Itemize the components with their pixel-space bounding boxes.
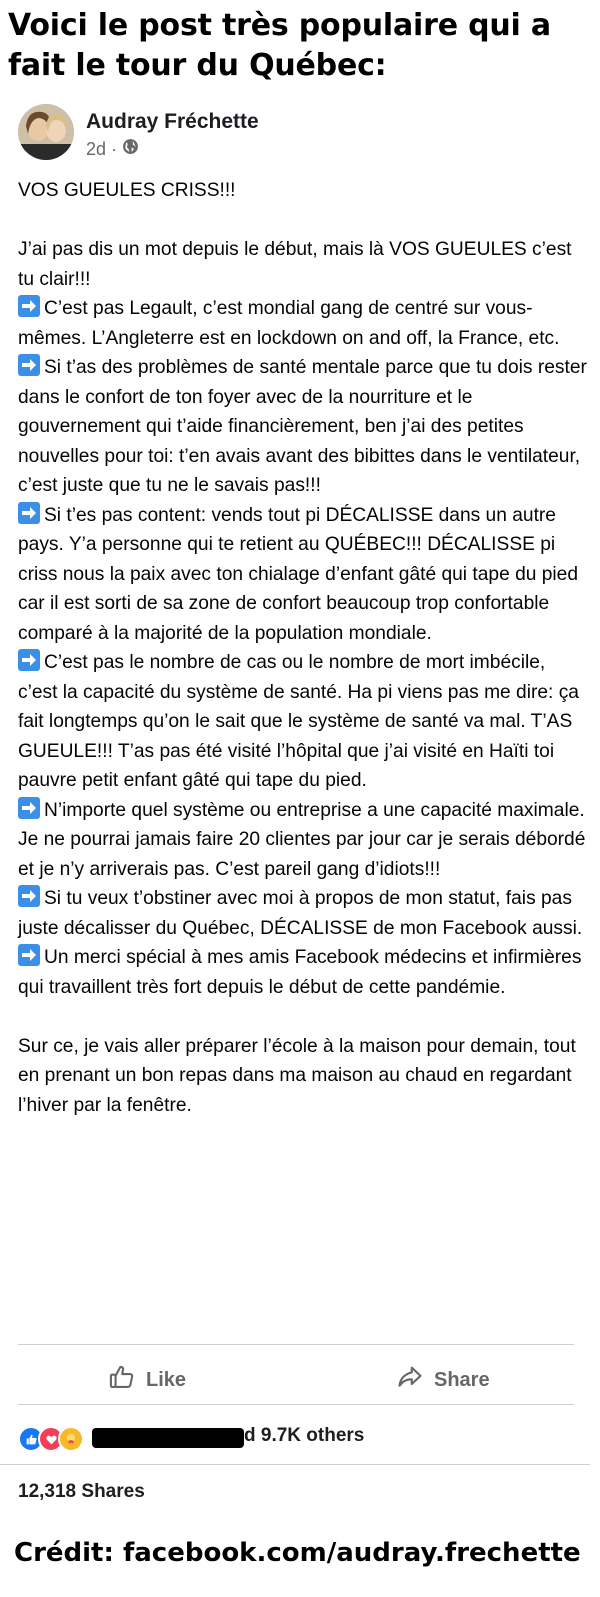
post-point <box>18 501 588 649</box>
post-point-text: Si tu veux t’obstiner avec moi à propos de mon statut, fais pas juste décalisser du Québec, DÉCALISSE de mon Facebook aussi. <box>18 888 583 939</box>
post-point-text: C’est pas Legault, c’est mondial gang de centré sur vous-mêmes. L’Angleterre est en lockdown on and off, la France, etc. <box>18 298 560 349</box>
right-arrow-emoji-icon <box>18 295 40 317</box>
redacted-names-bar <box>92 1428 244 1448</box>
post-opening: VOS GUEULES CRISS!!! <box>18 180 236 201</box>
post-point-text: N’importe quel système ou entreprise a une capacité maximale. Je ne pourrai jamais faire 20 clientes par jour car je serais débordé et je n’y arriverais pas. C’est pareil gang d’idiots!!! <box>18 799 586 880</box>
meta-separator: · <box>111 138 118 159</box>
post-time[interactable]: 2d <box>86 138 107 159</box>
like-label: Like <box>146 1368 187 1391</box>
post-meta <box>86 138 139 160</box>
right-arrow-emoji-icon <box>18 354 40 376</box>
post-point <box>18 943 588 1002</box>
globe-icon[interactable] <box>122 138 139 160</box>
post-point <box>18 294 588 353</box>
post-point-text: Si t’es pas content: vends tout pi DÉCALISSE dans un autre pays. Y’a personne qui te retient au QUÉBEC!!! DÉCALISSE pi criss nous la paix avec ton chialage d’enfant gâté qui tape du pied car il est sorti de sa zone de confort beaucoup trop confortable comparé à la majorité de la population mondiale. <box>18 504 579 644</box>
reaction-icons[interactable] <box>18 1426 78 1452</box>
post-point-text: Si t’as des problèmes de santé mentale parce que tu dois rester dans le confort de ton foyer avec de la nourriture et le gouvernement qui t’aide financièrement, ben j’ai des petites nouvelles pour toi: t’en avais avant des bibittes dans le ventilateur, c’est juste que tu ne le savais pas!!! <box>18 357 587 496</box>
facebook-post-card <box>0 92 600 1532</box>
thumbs-up-icon <box>108 1363 136 1397</box>
post-point <box>18 796 588 885</box>
post-closing: Sur ce, je vais aller préparer l’école à la maison pour demain, tout en prenant un bon repas dans ma maison au chaud en regardant l’hiver par la fenêtre. <box>18 1035 576 1116</box>
care-reaction-icon <box>58 1426 84 1452</box>
shares-count[interactable]: 12,318 Shares <box>18 1481 145 1502</box>
avatar[interactable] <box>18 104 74 160</box>
paragraph-gap <box>18 206 588 236</box>
credit-caption: Crédit: facebook.com/audray.frechette <box>14 1538 581 1568</box>
share-arrow-icon <box>396 1363 424 1397</box>
post-point-text: C’est pas le nombre de cas ou le nombre de mort imbécile, c’est la capacité du système de santé. Ha pi viens pas me dire: ça fait longtemps qu’on le sait que le système de santé va mal. T’AS GUEULE!!! T’as pas été visité l’hôpital que j’ai visité en Haïti toi pauvre petit enfant gâté qui tape du pied. <box>18 652 579 791</box>
headline: Voici le post très populaire qui a fait le tour du Québec: <box>8 8 551 83</box>
author-name[interactable]: Audray Fréchette <box>86 110 259 133</box>
paragraph-gap <box>18 1002 588 1032</box>
right-arrow-emoji-icon <box>18 944 40 966</box>
like-button[interactable] <box>108 1363 186 1397</box>
share-button[interactable] <box>396 1363 490 1397</box>
shares-divider <box>0 1464 590 1465</box>
right-arrow-emoji-icon <box>18 502 40 524</box>
post-point <box>18 648 588 796</box>
right-arrow-emoji-icon <box>18 885 40 907</box>
action-bar-top-divider <box>18 1344 574 1345</box>
post-intro: J’ai pas dis un mot depuis le début, mais là VOS GUEULES c’est tu clair!!! <box>18 239 572 290</box>
right-arrow-emoji-icon <box>18 797 40 819</box>
post-point-text: Un merci spécial à mes amis Facebook médecins et infirmières qui travaillent très fort depuis le début de cette pandémie. <box>18 947 582 998</box>
share-label: Share <box>434 1368 490 1391</box>
post-text <box>18 176 588 1120</box>
post-point <box>18 353 588 501</box>
reaction-count[interactable]: d 9.7K others <box>244 1425 365 1446</box>
post-point <box>18 884 588 943</box>
action-bar-bottom-divider <box>18 1404 574 1405</box>
right-arrow-emoji-icon <box>18 649 40 671</box>
